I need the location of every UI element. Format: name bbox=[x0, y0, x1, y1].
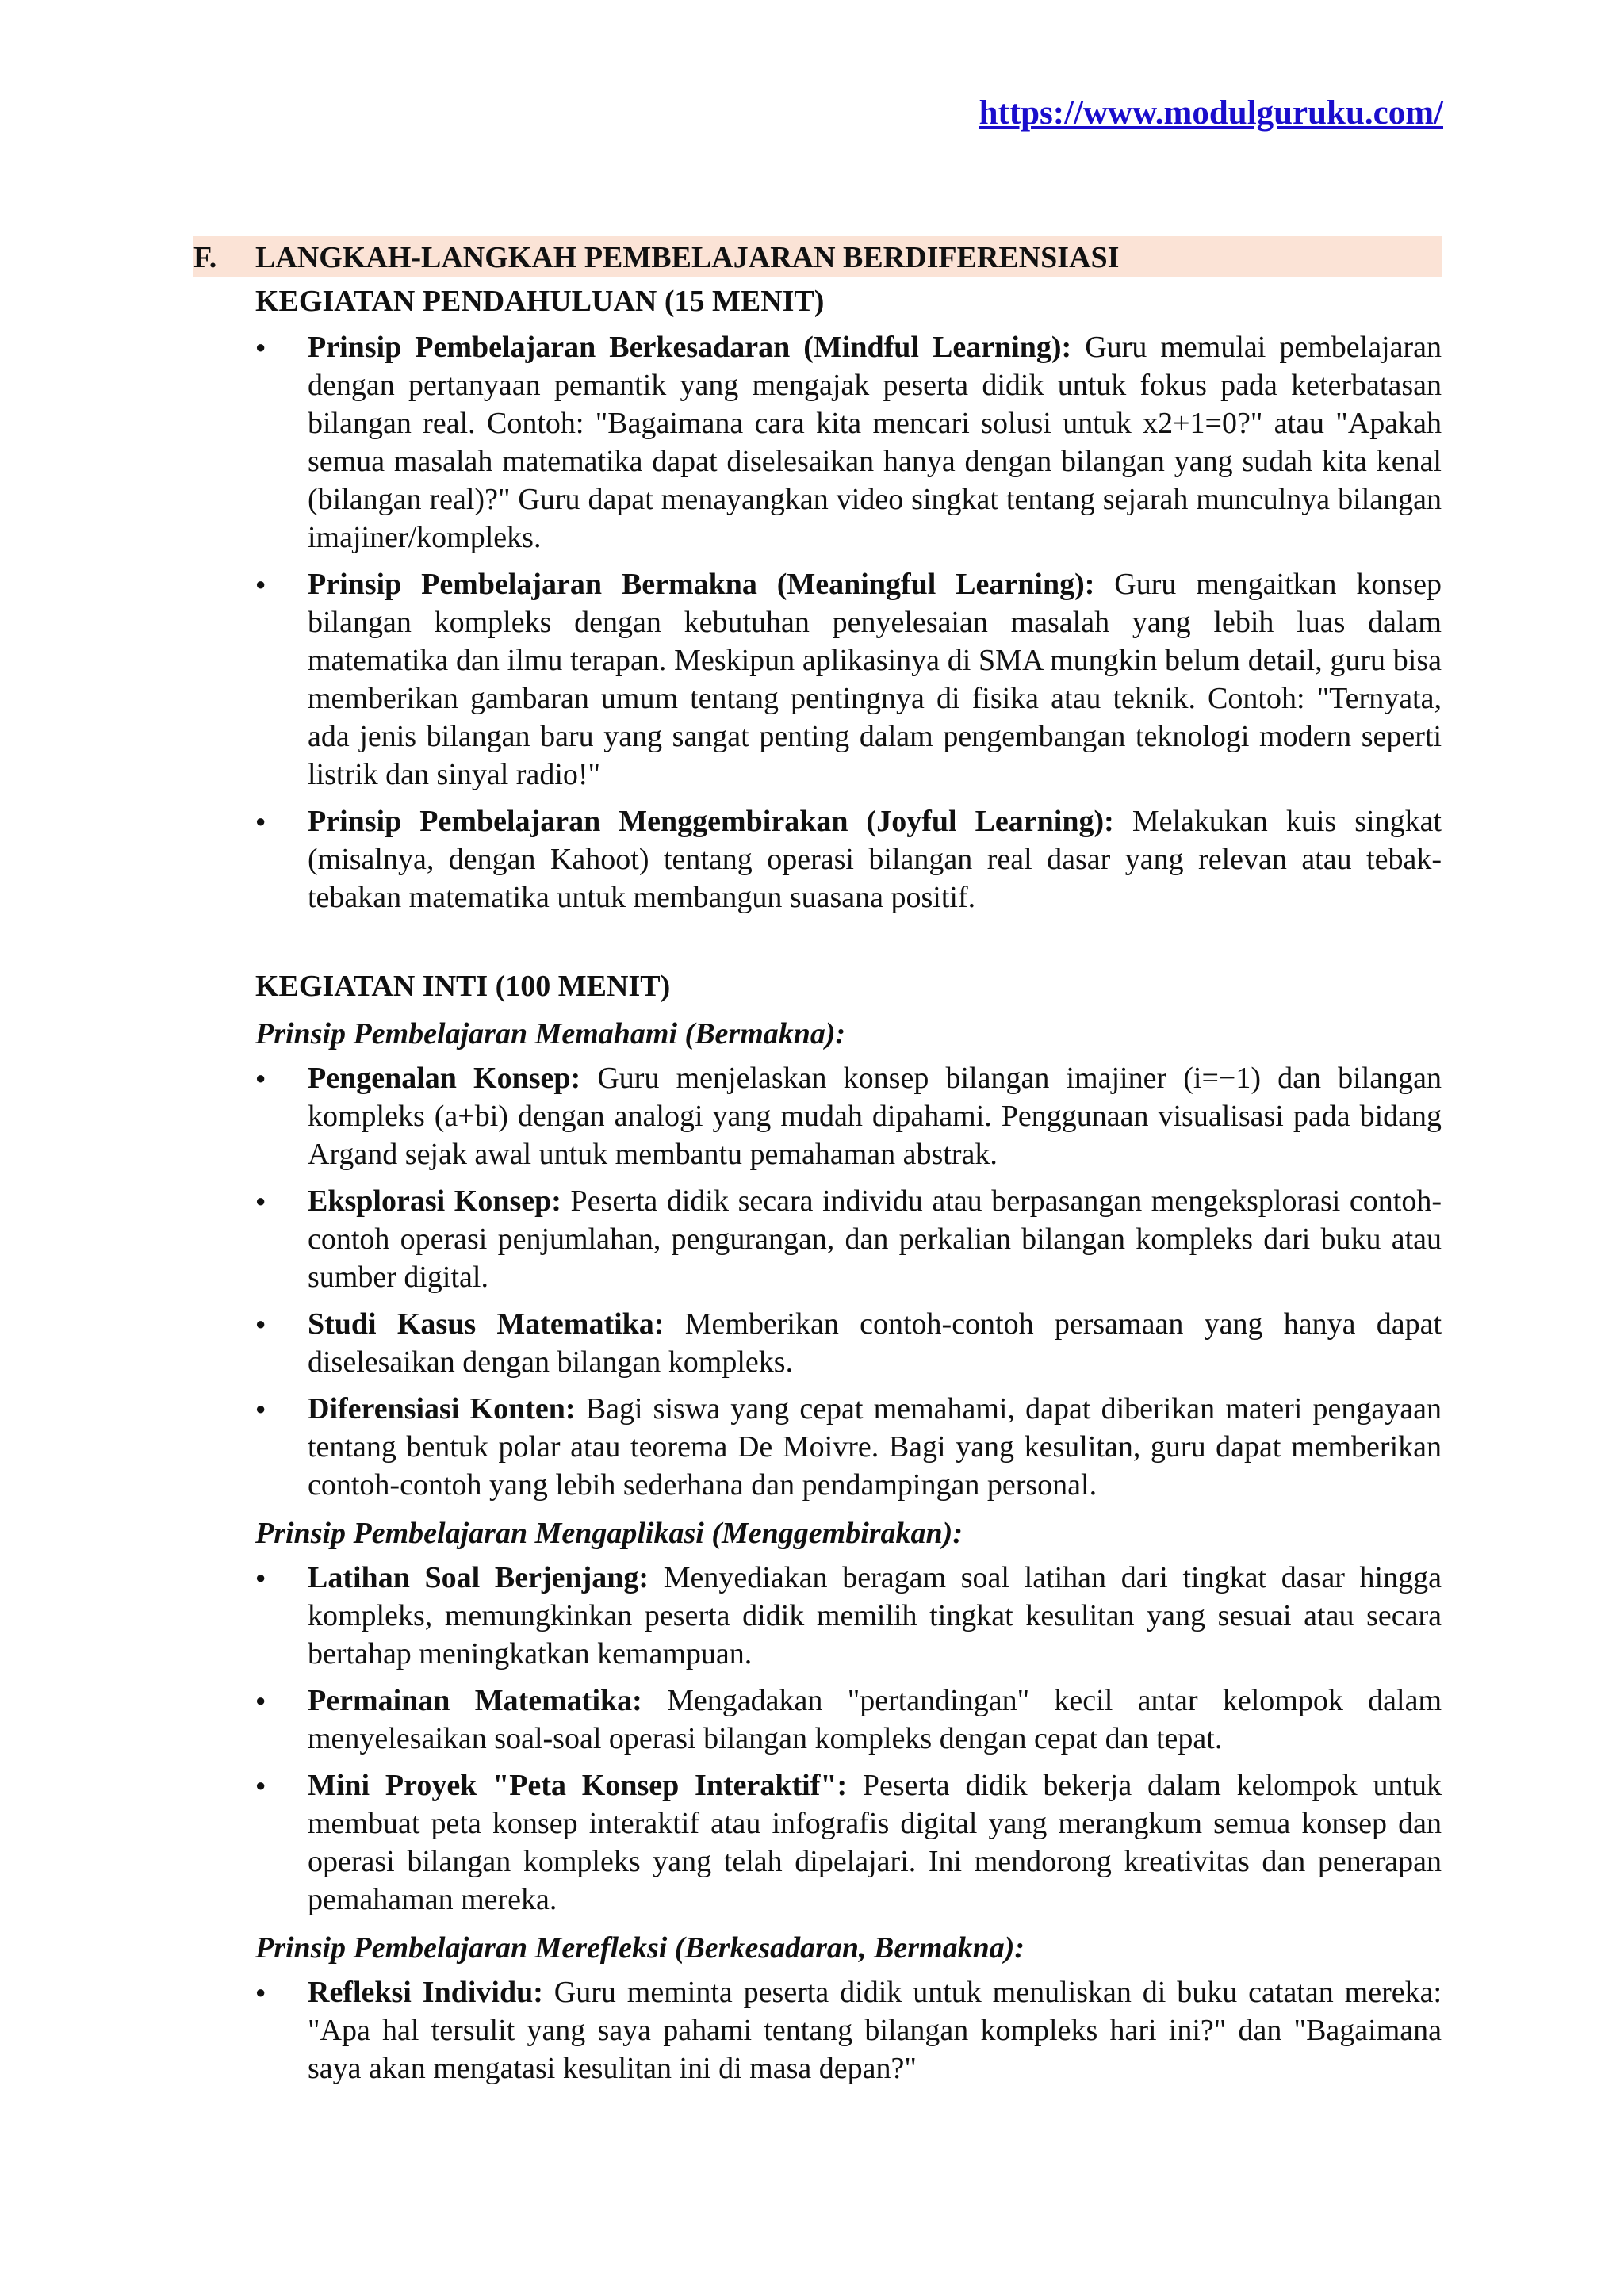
list-item bbox=[255, 1182, 1442, 1296]
list-item bbox=[255, 1559, 1442, 1673]
item-text: Mengadakan "pertandingan" kecil antar kelompok dalam menyelesaikan soal-soal operasi bilangan kompleks dengan cepat dan tepat. bbox=[308, 1684, 1442, 1755]
item-term: Eksplorasi Konsep: bbox=[308, 1184, 561, 1218]
bullet-icon: ● bbox=[255, 1399, 266, 1418]
bullet-icon: ● bbox=[255, 574, 266, 594]
principle-heading: Prinsip Pembelajaran Mengaplikasi (Menggembirakan): bbox=[255, 1517, 963, 1550]
item-term: Refleksi Individu: bbox=[308, 1976, 543, 2009]
section-heading bbox=[193, 236, 1442, 277]
list-item bbox=[255, 1305, 1442, 1381]
item-term: Diferensiasi Konten: bbox=[308, 1392, 576, 1425]
item-text: Memberikan contoh-contoh persamaan yang hanya dapat diselesaikan dengan bilangan kompleks. bbox=[308, 1307, 1442, 1379]
list-item bbox=[255, 1059, 1442, 1173]
item-text: Melakukan kuis singkat (misalnya, dengan Kahoot) tentang operasi bilangan real dasar yang relevan atau tebak-tebakan matematika untuk membangun suasana positif. bbox=[308, 805, 1442, 914]
item-text: Guru mengaitkan konsep bilangan kompleks dengan kebutuhan penyelesaian masalah yang lebih luas dalam matematika dan ilmu terapan. Meskipun aplikasinya di SMA mungkin belum detail, guru bisa memberikan gambaran umum tentang pentingnya di fisika atau teknik. Contoh: "Ternyata, ada jenis bilangan baru yang sangat penting dalam pengembangan teknologi modern seperti listrik dan sinyal radio!" bbox=[308, 568, 1442, 791]
item-term: Prinsip Pembelajaran Menggembirakan (Joyful Learning): bbox=[308, 805, 1114, 838]
item-text: Peserta didik secara individu atau berpasangan mengeksplorasi contoh-contoh operasi penjumlahan, pengurangan, dan perkalian bilangan kompleks dari buku atau sumber digital. bbox=[308, 1184, 1442, 1294]
document-body bbox=[193, 236, 1442, 2096]
pendahuluan-list bbox=[255, 328, 1442, 916]
bullet-icon: ● bbox=[255, 1567, 266, 1587]
list-item bbox=[255, 1766, 1442, 1919]
list-item bbox=[255, 1682, 1442, 1758]
pendahuluan-heading: KEGIATAN PENDAHULUAN (15 MENIT) bbox=[255, 285, 825, 318]
merefleksi-list bbox=[255, 1973, 1442, 2087]
section-body bbox=[193, 281, 1442, 2087]
principle-heading: Prinsip Pembelajaran Memahami (Bermakna): bbox=[255, 1017, 846, 1050]
item-text: Menyediakan beragam soal latihan dari tingkat dasar hingga kompleks, memungkinkan peserta didik memilih tingkat kesulitan yang sesuai atau secara bertahap meningkatkan kemampuan. bbox=[308, 1561, 1442, 1670]
item-term: Studi Kasus Matematika: bbox=[308, 1307, 665, 1341]
item-text: Peserta didik bekerja dalam kelompok untuk membuat peta konsep interaktif atau infografis digital yang merangkum semua konsep dan operasi bilangan kompleks yang telah dipelajari. Ini mendorong kreativitas dan penerapan pemahaman mereka. bbox=[308, 1769, 1442, 1916]
item-term: Mini Proyek "Peta Konsep Interaktif": bbox=[308, 1769, 848, 1802]
inti-heading: KEGIATAN INTI (100 MENIT) bbox=[255, 970, 671, 1003]
bullet-icon: ● bbox=[255, 811, 266, 831]
bullet-icon: ● bbox=[255, 1314, 266, 1334]
item-term: Prinsip Pembelajaran Bermakna (Meaningful Learning): bbox=[308, 568, 1095, 601]
bullet-icon: ● bbox=[255, 1690, 266, 1710]
item-text: Guru memulai pembelajaran dengan pertanyaan pemantik yang mengajak peserta didik untuk fokus pada keterbatasan bilangan real. Contoh: "Bagaimana cara kita mencari solusi untuk x2+1=0?" atau "Apakah semua masalah matematika dapat diselesaikan hanya dengan bilangan yang sudah kita kenal (bilangan real)?" Guru dapat menayangkan video singkat tentang sejarah munculnya bilangan imajiner/kompleks. bbox=[308, 331, 1442, 554]
bullet-icon: ● bbox=[255, 1068, 266, 1088]
bullet-icon: ● bbox=[255, 337, 266, 357]
item-term: Permainan Matematika: bbox=[308, 1684, 642, 1717]
list-item bbox=[255, 802, 1442, 916]
bullet-icon: ● bbox=[255, 1982, 266, 2002]
bullet-icon: ● bbox=[255, 1775, 266, 1795]
list-item bbox=[255, 328, 1442, 557]
item-term: Pengenalan Konsep: bbox=[308, 1062, 581, 1095]
memahami-list bbox=[255, 1059, 1442, 1504]
bullet-icon: ● bbox=[255, 1191, 266, 1211]
list-item bbox=[255, 1973, 1442, 2087]
list-item bbox=[255, 1390, 1442, 1504]
list-item bbox=[255, 565, 1442, 794]
section-title: LANGKAH-LANGKAH PEMBELAJARAN BERDIFERENSIASI bbox=[255, 241, 1120, 274]
item-text: Bagi siswa yang cepat memahami, dapat diberikan materi pengayaan tentang bentuk polar atau teorema De Moivre. Bagi yang kesulitan, guru dapat memberikan contoh-contoh yang lebih sederhana dan pendampingan personal. bbox=[308, 1392, 1442, 1502]
section-letter: F. bbox=[193, 241, 217, 274]
mengaplikasi-list bbox=[255, 1559, 1442, 1919]
website-link[interactable]: https://www.modulguruku.com/ bbox=[979, 94, 1443, 132]
item-term: Latihan Soal Berjenjang: bbox=[308, 1561, 649, 1594]
item-term: Prinsip Pembelajaran Berkesadaran (Mindful Learning): bbox=[308, 331, 1072, 364]
item-text: Guru menjelaskan konsep bilangan imajiner (i=−1) dan bilangan kompleks (a+bi) dengan analogi yang mudah dipahami. Penggunaan visualisasi pada bidang Argand sejak awal untuk membantu pemahaman abstrak. bbox=[308, 1062, 1442, 1171]
item-text: Guru meminta peserta didik untuk menuliskan di buku catatan mereka: "Apa hal tersulit yang saya pahami tentang bilangan kompleks hari ini?" dan "Bagaimana saya akan mengatasi kesulitan ini di masa depan?" bbox=[308, 1976, 1442, 2085]
principle-heading: Prinsip Pembelajaran Merefleksi (Berkesadaran, Bermakna): bbox=[255, 1931, 1025, 1965]
